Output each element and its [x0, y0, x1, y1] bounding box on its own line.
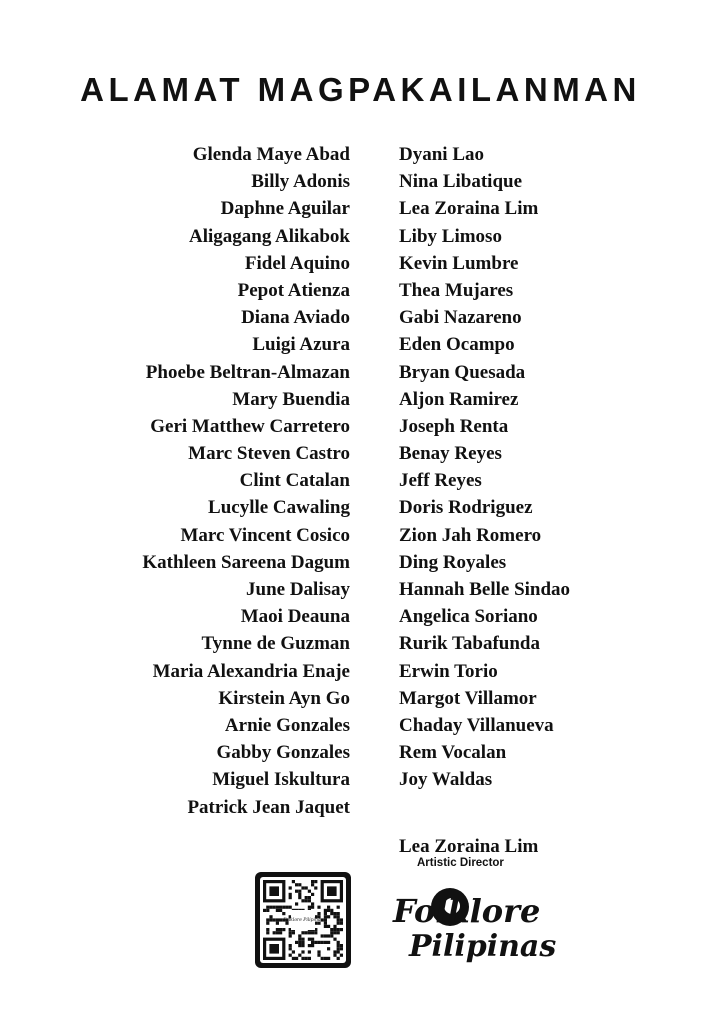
- cast-name: Miguel Iskultura: [212, 769, 350, 791]
- cast-name: Aligagang Alikabok: [188, 225, 350, 247]
- cast-list-right: [399, 141, 570, 794]
- page-title: ALAMAT MAGPAKAILANMAN: [80, 71, 641, 108]
- folklore-pilipinas-logo: [389, 876, 565, 968]
- cast-name: Geri Matthew Carretero: [150, 415, 350, 437]
- cast-name: Tynne de Guzman: [201, 633, 350, 655]
- cast-name: Kevin Lumbre: [399, 252, 519, 274]
- qr-code[interactable]: [255, 872, 351, 968]
- logo-text-pilipinas: Pilipinas: [409, 929, 557, 964]
- cast-name: Nina Libatique: [399, 171, 523, 193]
- cast-name: Rem Vocalan: [399, 742, 507, 764]
- cast-name: Margot Villamor: [399, 687, 537, 709]
- cast-name: Kathleen Sareena Dagum: [142, 551, 350, 573]
- qr-center-logo: Folklore Pilipinas: [283, 918, 323, 923]
- cast-name: Jeff Reyes: [399, 470, 482, 492]
- cast-name: Bryan Quesada: [399, 361, 526, 383]
- cast-name: Zion Jah Romero: [399, 524, 542, 546]
- cast-name: Chaday Villanueva: [399, 714, 554, 736]
- cast-name: Luigi Azura: [252, 334, 350, 356]
- cast-name: Phoebe Beltran-Almazan: [145, 361, 350, 383]
- cast-name: Hannah Belle Sindao: [399, 579, 571, 600]
- cast-name: Marc Vincent Cosico: [180, 524, 350, 546]
- cast-name: Patrick Jean Jaquet: [187, 796, 350, 818]
- cast-name: Eden Ocampo: [399, 334, 515, 356]
- artistic-director-role: Artistic Director: [417, 857, 504, 869]
- cast-name: Gabi Nazareno: [399, 307, 522, 329]
- cast-name: Liby Limoso: [399, 225, 502, 247]
- cast-name: Ding Royales: [399, 551, 507, 573]
- cast-name: Kirstein Ayn Go: [218, 687, 350, 709]
- cast-name: Marc Steven Castro: [188, 443, 350, 465]
- cast-name: Gabby Gonzales: [216, 742, 350, 764]
- cast-name: Rurik Tabafunda: [399, 633, 540, 655]
- cast-name: Joseph Renta: [399, 415, 509, 437]
- cast-name: Arnie Gonzales: [224, 714, 350, 736]
- logo-text-folklore: Folklore: [393, 892, 541, 930]
- artistic-director-name: Lea Zoraina Lim: [399, 836, 539, 857]
- cast-name: Joy Waldas: [399, 769, 493, 791]
- cast-name: Aljon Ramirez: [399, 388, 519, 410]
- cast-name: Maria Alexandria Enaje: [152, 660, 350, 682]
- cast-name: Clint Catalan: [239, 470, 350, 492]
- cast-name: Angelica Soriano: [399, 606, 538, 628]
- cast-name: Diana Aviado: [241, 307, 350, 329]
- cast-name: Erwin Torio: [399, 660, 498, 682]
- cast-name: June Dalisay: [246, 579, 350, 600]
- cast-name: Pepot Atienza: [237, 279, 350, 301]
- cast-name: Benay Reyes: [399, 443, 502, 465]
- cast-name: Lucylle Cawaling: [208, 497, 350, 519]
- cast-name: Doris Rodriguez: [399, 497, 533, 519]
- cast-name: Lea Zoraina Lim: [399, 198, 539, 220]
- cast-name: Daphne Aguilar: [220, 198, 350, 220]
- cast-name: Fidel Aquino: [244, 252, 350, 274]
- cast-list-left: [142, 141, 350, 821]
- cast-name: Thea Mujares: [399, 279, 514, 301]
- cast-name: Glenda Maye Abad: [192, 144, 350, 165]
- cast-name: Mary Buendia: [232, 388, 350, 410]
- cast-name: Maoi Deauna: [240, 606, 350, 628]
- cast-name: Dyani Lao: [399, 144, 484, 165]
- cast-name: Billy Adonis: [251, 171, 350, 193]
